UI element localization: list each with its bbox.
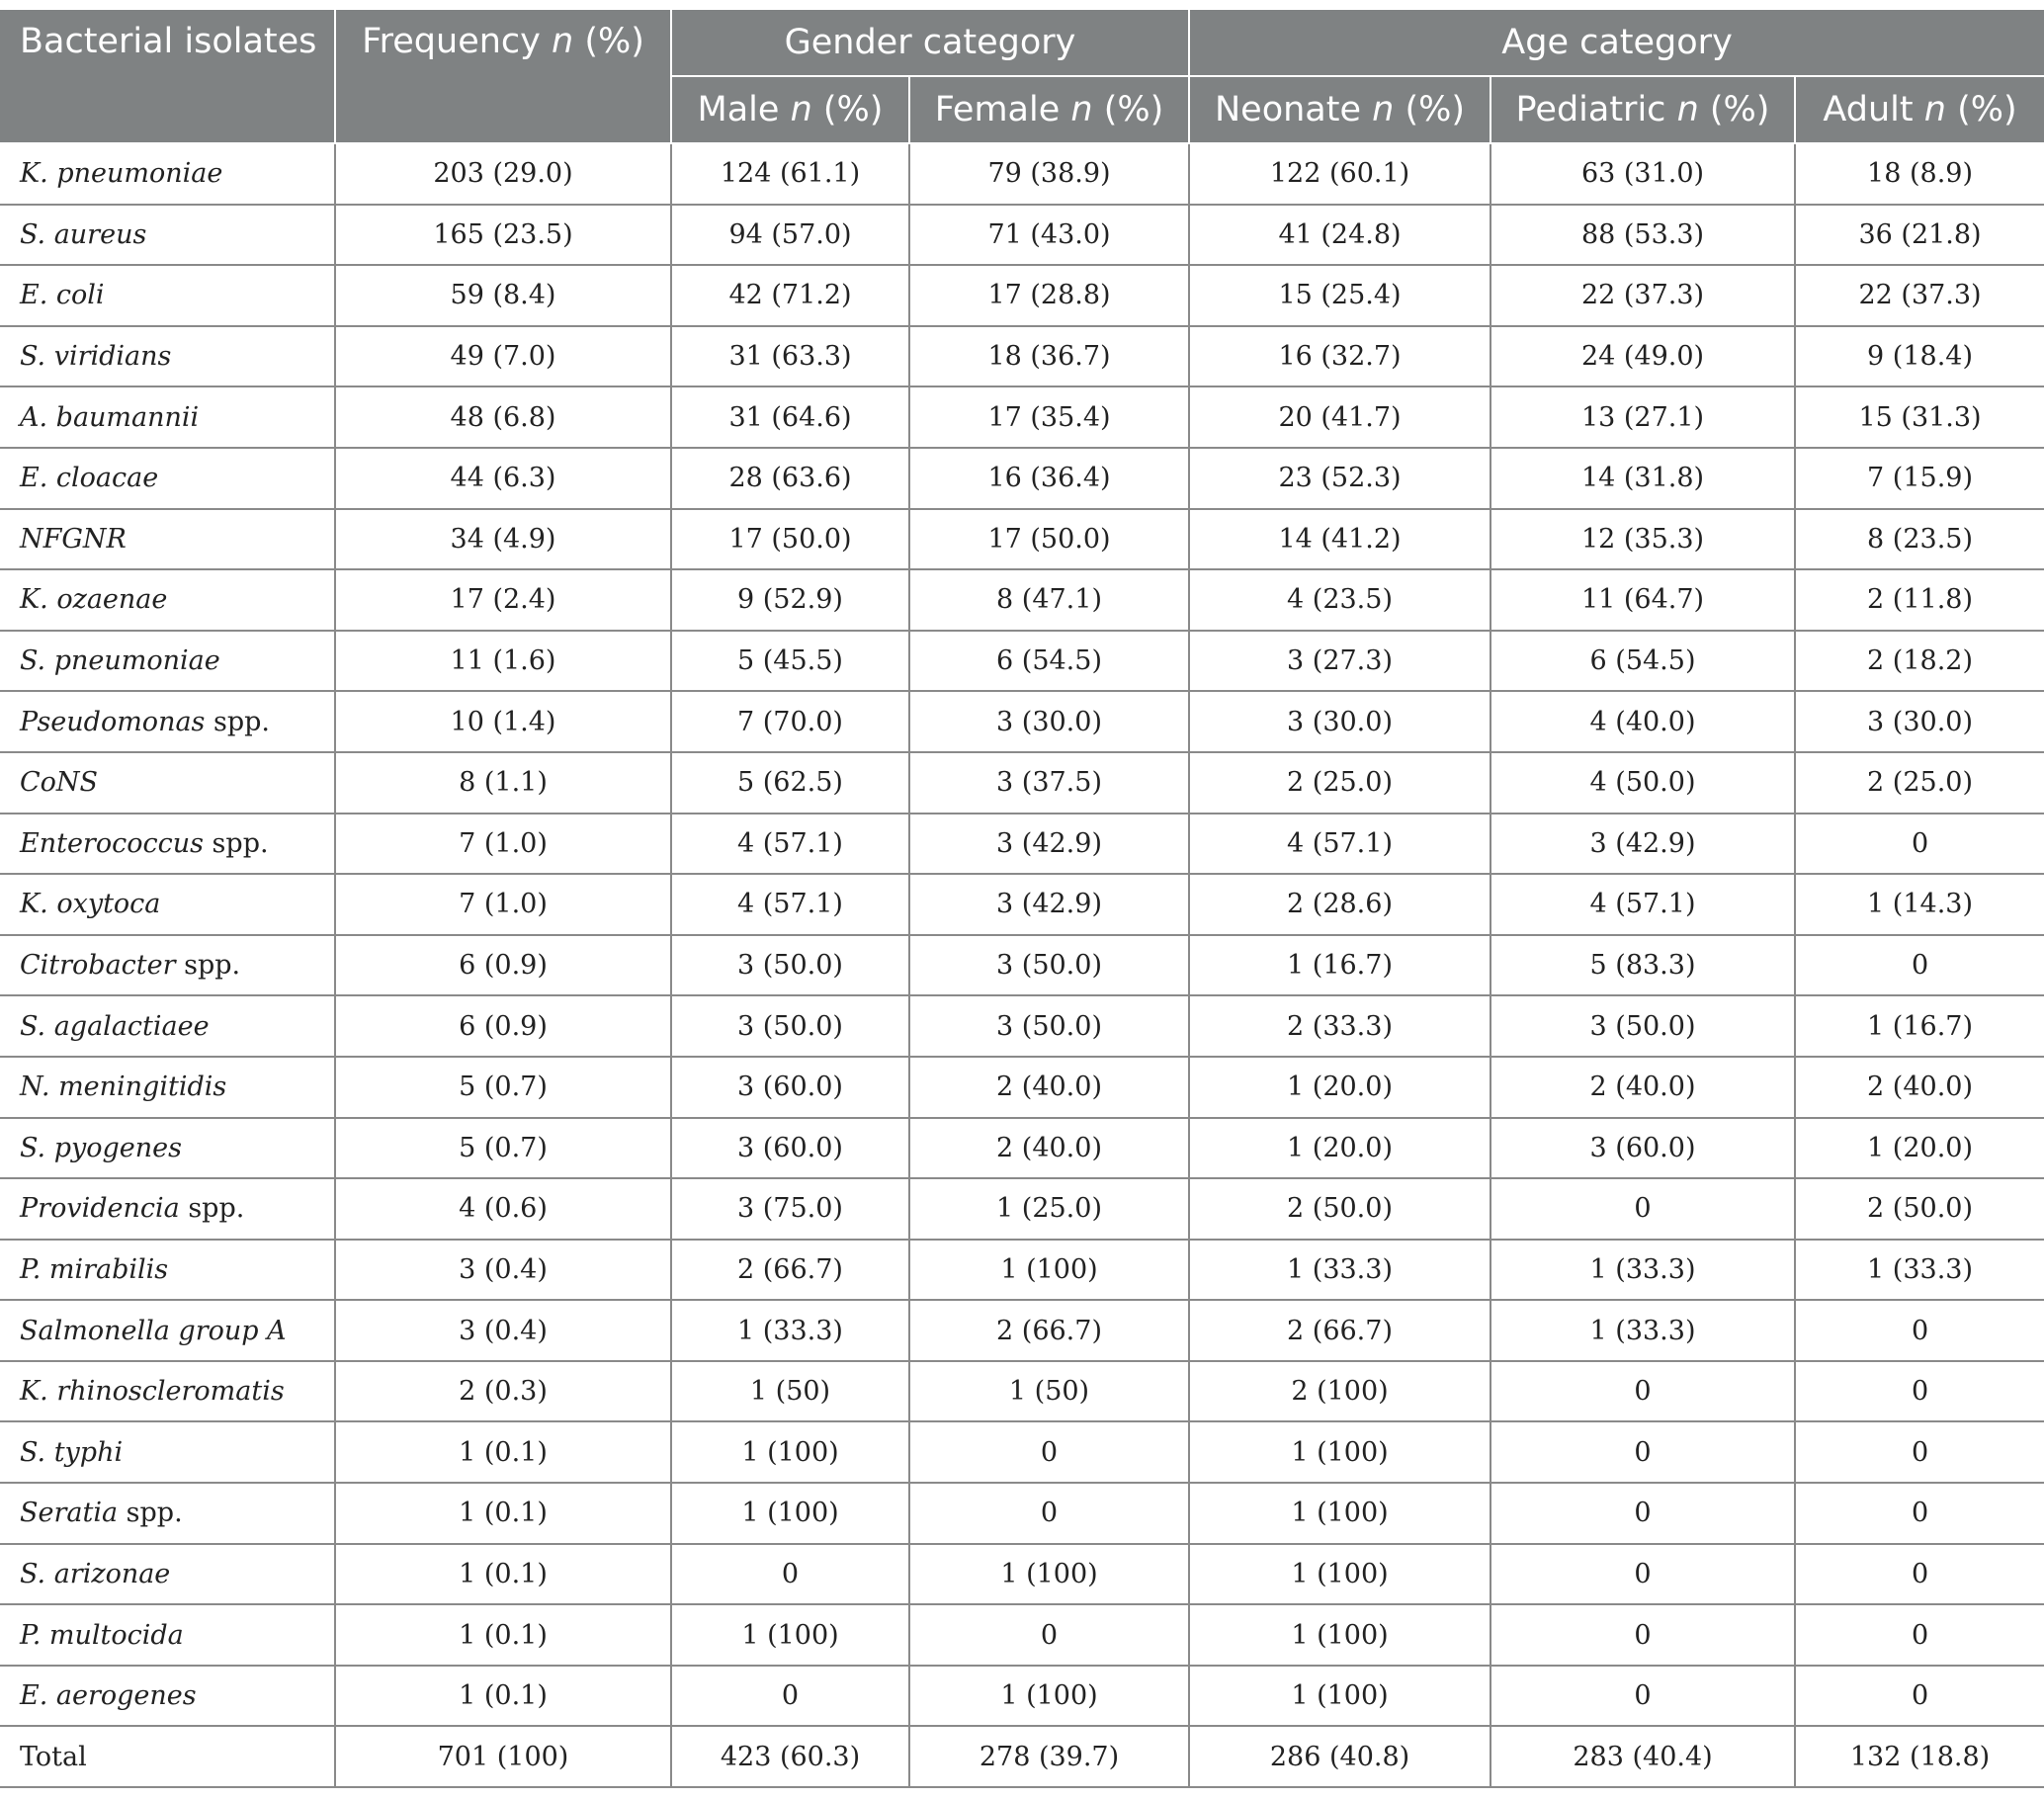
cell-neonate: 3 (27.3) (1189, 631, 1490, 692)
header-pediatric (1490, 76, 1795, 143)
cell-neonate: 1 (100) (1189, 1666, 1490, 1727)
cell-female: 0 (909, 1604, 1189, 1666)
cell-adult: 0 (1795, 1483, 2044, 1544)
cell-isolate (0, 1361, 335, 1422)
cell-isolate (0, 569, 335, 631)
table-row (0, 1666, 2044, 1727)
cell-male: 31 (64.6) (671, 386, 909, 448)
cell-isolate (0, 631, 335, 692)
cell-male: 3 (60.0) (671, 1118, 909, 1179)
cell-isolate (0, 1300, 335, 1361)
table-row (0, 1544, 2044, 1605)
cell-pediatric: 13 (27.1) (1490, 386, 1795, 448)
cell-frequency: 7 (1.0) (335, 814, 671, 875)
cell-female: 17 (35.4) (909, 386, 1189, 448)
cell-frequency: 6 (0.9) (335, 995, 671, 1057)
cell-neonate: 1 (20.0) (1189, 1057, 1490, 1118)
cell-frequency: 4 (0.6) (335, 1178, 671, 1240)
cell-total-neonate: 286 (40.8) (1189, 1726, 1490, 1787)
table-row (0, 995, 2044, 1057)
cell-frequency: 3 (0.4) (335, 1240, 671, 1301)
cell-pediatric: 0 (1490, 1178, 1795, 1240)
cell-frequency: 203 (29.0) (335, 143, 671, 205)
isolate-name: S. pneumoniae (20, 645, 220, 677)
cell-neonate: 4 (23.5) (1189, 569, 1490, 631)
cell-pediatric: 3 (60.0) (1490, 1118, 1795, 1179)
cell-male: 1 (100) (671, 1483, 909, 1544)
cell-total-label: Total (0, 1726, 335, 1787)
isolates-table (0, 8, 2044, 1788)
cell-pediatric: 0 (1490, 1483, 1795, 1544)
header-male-pct: (%) (822, 90, 884, 129)
isolate-name: Enterococcus (20, 827, 204, 859)
table-row (0, 1361, 2044, 1422)
cell-frequency: 44 (6.3) (335, 448, 671, 509)
cell-male: 124 (61.1) (671, 143, 909, 205)
cell-frequency: 6 (0.9) (335, 935, 671, 996)
isolate-name: K. oxytoca (20, 889, 161, 920)
header-neonate (1189, 76, 1490, 143)
cell-male: 31 (63.3) (671, 326, 909, 387)
cell-female: 2 (66.7) (909, 1300, 1189, 1361)
cell-frequency: 34 (4.9) (335, 509, 671, 570)
cell-male: 5 (62.5) (671, 752, 909, 814)
cell-male: 9 (52.9) (671, 569, 909, 631)
isolate-name: S. viridians (20, 341, 172, 373)
cell-pediatric: 0 (1490, 1421, 1795, 1483)
cell-frequency: 1 (0.1) (335, 1666, 671, 1727)
cell-frequency: 7 (1.0) (335, 874, 671, 935)
cell-neonate: 2 (25.0) (1189, 752, 1490, 814)
cell-isolate (0, 1057, 335, 1118)
cell-total-adult: 132 (18.8) (1795, 1726, 2044, 1787)
isolate-suffix: spp. (205, 706, 270, 737)
table-row (0, 935, 2044, 996)
cell-isolate (0, 995, 335, 1057)
cell-adult: 8 (23.5) (1795, 509, 2044, 570)
cell-total-pediatric: 283 (40.4) (1490, 1726, 1795, 1787)
cell-neonate: 2 (50.0) (1189, 1178, 1490, 1240)
cell-male: 94 (57.0) (671, 205, 909, 266)
cell-frequency: 59 (8.4) (335, 265, 671, 326)
cell-male: 1 (50) (671, 1361, 909, 1422)
cell-pediatric: 0 (1490, 1361, 1795, 1422)
table-row (0, 1300, 2044, 1361)
cell-pediatric: 11 (64.7) (1490, 569, 1795, 631)
header-male-label: Male (697, 90, 780, 129)
table-row (0, 814, 2044, 875)
cell-isolate (0, 814, 335, 875)
cell-female: 18 (36.7) (909, 326, 1189, 387)
cell-adult: 22 (37.3) (1795, 265, 2044, 326)
cell-female: 17 (50.0) (909, 509, 1189, 570)
cell-frequency: 5 (0.7) (335, 1057, 671, 1118)
cell-neonate: 1 (33.3) (1189, 1240, 1490, 1301)
cell-female: 3 (50.0) (909, 935, 1189, 996)
cell-isolate (0, 386, 335, 448)
header-female-n: n (1070, 90, 1093, 129)
cell-neonate: 2 (33.3) (1189, 995, 1490, 1057)
cell-adult: 0 (1795, 1544, 2044, 1605)
cell-adult: 1 (33.3) (1795, 1240, 2044, 1301)
total-row (0, 1726, 2044, 1787)
cell-female: 3 (50.0) (909, 995, 1189, 1057)
cell-isolate (0, 448, 335, 509)
cell-isolate (0, 874, 335, 935)
table-row (0, 265, 2044, 326)
cell-female: 1 (100) (909, 1240, 1189, 1301)
header-female-label: Female (934, 90, 1061, 129)
cell-neonate: 41 (24.8) (1189, 205, 1490, 266)
cell-adult: 0 (1795, 1666, 2044, 1727)
header-neonate-n: n (1372, 90, 1395, 129)
cell-adult: 15 (31.3) (1795, 386, 2044, 448)
table-row (0, 691, 2044, 752)
cell-adult: 2 (18.2) (1795, 631, 2044, 692)
cell-pediatric: 14 (31.8) (1490, 448, 1795, 509)
cell-neonate: 2 (66.7) (1189, 1300, 1490, 1361)
isolate-name: A. baumannii (20, 401, 200, 433)
cell-male: 3 (60.0) (671, 1057, 909, 1118)
isolate-suffix: spp. (118, 1498, 183, 1529)
isolate-name: S. pyogenes (20, 1132, 182, 1163)
isolate-name: S. agalactiaee (20, 1010, 210, 1042)
cell-neonate: 1 (100) (1189, 1604, 1490, 1666)
table-row (0, 1240, 2044, 1301)
cell-adult: 2 (25.0) (1795, 752, 2044, 814)
header-neonate-pct: (%) (1405, 90, 1466, 129)
isolate-name: S. aureus (20, 218, 147, 250)
cell-frequency: 48 (6.8) (335, 386, 671, 448)
isolate-name: Seratia (20, 1498, 119, 1529)
cell-female: 79 (38.9) (909, 143, 1189, 205)
cell-female: 1 (25.0) (909, 1178, 1189, 1240)
header-row-top (0, 9, 2044, 76)
cell-pediatric: 4 (57.1) (1490, 874, 1795, 935)
header-frequency (335, 9, 671, 143)
cell-pediatric: 1 (33.3) (1490, 1240, 1795, 1301)
cell-frequency: 17 (2.4) (335, 569, 671, 631)
cell-frequency: 11 (1.6) (335, 631, 671, 692)
isolate-name: P. mirabilis (20, 1253, 169, 1285)
cell-pediatric: 88 (53.3) (1490, 205, 1795, 266)
cell-neonate: 2 (100) (1189, 1361, 1490, 1422)
cell-male: 4 (57.1) (671, 874, 909, 935)
table-row (0, 1483, 2044, 1544)
cell-adult: 0 (1795, 1421, 2044, 1483)
header-pediatric-pct: (%) (1709, 90, 1770, 129)
isolate-name: NFGNR (20, 523, 127, 555)
isolate-suffix: spp. (203, 827, 269, 859)
cell-female: 2 (40.0) (909, 1118, 1189, 1179)
isolate-suffix: spp. (179, 1193, 245, 1225)
isolate-name: Providencia (20, 1193, 180, 1225)
isolate-name: Citrobacter (20, 950, 176, 982)
cell-pediatric: 22 (37.3) (1490, 265, 1795, 326)
cell-isolate (0, 1604, 335, 1666)
cell-frequency: 1 (0.1) (335, 1421, 671, 1483)
cell-isolate (0, 1544, 335, 1605)
cell-female: 1 (100) (909, 1666, 1189, 1727)
table-row (0, 1421, 2044, 1483)
header-frequency-label: Frequency (362, 22, 541, 61)
isolate-name: Pseudomonas (20, 706, 206, 737)
header-gender-category: Gender category (671, 9, 1189, 76)
cell-isolate (0, 1421, 335, 1483)
cell-female: 6 (54.5) (909, 631, 1189, 692)
cell-female: 8 (47.1) (909, 569, 1189, 631)
header-frequency-pct: (%) (584, 22, 644, 61)
cell-adult: 0 (1795, 1604, 2044, 1666)
cell-female: 1 (100) (909, 1544, 1189, 1605)
cell-male: 5 (45.5) (671, 631, 909, 692)
cell-male: 1 (100) (671, 1604, 909, 1666)
cell-adult: 1 (16.7) (1795, 995, 2044, 1057)
isolate-name: P. multocida (20, 1619, 184, 1651)
isolate-name: E. aerogenes (20, 1680, 197, 1712)
isolate-name: K. rhinoscleromatis (20, 1376, 285, 1408)
table-row (0, 386, 2044, 448)
cell-neonate: 3 (30.0) (1189, 691, 1490, 752)
cell-male: 1 (33.3) (671, 1300, 909, 1361)
cell-pediatric: 63 (31.0) (1490, 143, 1795, 205)
cell-adult: 9 (18.4) (1795, 326, 2044, 387)
header-male-n: n (790, 90, 812, 129)
table-row (0, 143, 2044, 205)
cell-isolate (0, 1666, 335, 1727)
cell-male: 17 (50.0) (671, 509, 909, 570)
isolate-name: K. pneumoniae (20, 158, 223, 190)
cell-female: 71 (43.0) (909, 205, 1189, 266)
cell-male: 3 (50.0) (671, 995, 909, 1057)
cell-male: 42 (71.2) (671, 265, 909, 326)
header-neonate-label: Neonate (1214, 90, 1361, 129)
cell-adult: 2 (11.8) (1795, 569, 2044, 631)
cell-female: 2 (40.0) (909, 1057, 1189, 1118)
cell-isolate (0, 1178, 335, 1240)
isolate-suffix: spp. (175, 950, 241, 982)
cell-female: 3 (30.0) (909, 691, 1189, 752)
header-age-category: Age category (1189, 9, 2044, 76)
header-adult (1795, 76, 2044, 143)
table-header (0, 9, 2044, 143)
cell-isolate (0, 1118, 335, 1179)
cell-adult: 0 (1795, 814, 2044, 875)
cell-pediatric: 3 (50.0) (1490, 995, 1795, 1057)
table-row (0, 752, 2044, 814)
cell-neonate: 2 (28.6) (1189, 874, 1490, 935)
cell-neonate: 1 (100) (1189, 1544, 1490, 1605)
cell-female: 3 (42.9) (909, 814, 1189, 875)
table-row (0, 1057, 2044, 1118)
header-adult-label: Adult (1823, 90, 1914, 129)
cell-isolate (0, 691, 335, 752)
cell-neonate: 4 (57.1) (1189, 814, 1490, 875)
cell-male: 3 (75.0) (671, 1178, 909, 1240)
isolate-name: Salmonella group A (20, 1315, 287, 1346)
header-pediatric-label: Pediatric (1515, 90, 1666, 129)
cell-female: 3 (42.9) (909, 874, 1189, 935)
cell-frequency: 165 (23.5) (335, 205, 671, 266)
table-row (0, 1604, 2044, 1666)
isolate-name: N. meningitidis (20, 1071, 227, 1103)
cell-neonate: 15 (25.4) (1189, 265, 1490, 326)
cell-isolate (0, 143, 335, 205)
cell-neonate: 23 (52.3) (1189, 448, 1490, 509)
cell-male: 3 (50.0) (671, 935, 909, 996)
cell-adult: 18 (8.9) (1795, 143, 2044, 205)
cell-female: 1 (50) (909, 1361, 1189, 1422)
cell-adult: 3 (30.0) (1795, 691, 2044, 752)
table-row (0, 205, 2044, 266)
table-row (0, 1178, 2044, 1240)
cell-isolate (0, 935, 335, 996)
isolate-name: S. typhi (20, 1436, 124, 1468)
cell-frequency: 10 (1.4) (335, 691, 671, 752)
cell-pediatric: 6 (54.5) (1490, 631, 1795, 692)
table-row (0, 509, 2044, 570)
cell-male: 4 (57.1) (671, 814, 909, 875)
cell-male: 2 (66.7) (671, 1240, 909, 1301)
cell-neonate: 1 (100) (1189, 1483, 1490, 1544)
cell-isolate (0, 509, 335, 570)
header-adult-n: n (1923, 90, 1946, 129)
cell-isolate (0, 326, 335, 387)
header-adult-pct: (%) (1957, 90, 2017, 129)
cell-adult: 2 (50.0) (1795, 1178, 2044, 1240)
cell-adult: 0 (1795, 935, 2044, 996)
cell-frequency: 5 (0.7) (335, 1118, 671, 1179)
table-row (0, 326, 2044, 387)
cell-frequency: 2 (0.3) (335, 1361, 671, 1422)
header-bacterial-isolates: Bacterial isolates (0, 9, 335, 143)
cell-total-male: 423 (60.3) (671, 1726, 909, 1787)
cell-pediatric: 3 (42.9) (1490, 814, 1795, 875)
isolate-name: E. coli (20, 280, 105, 311)
cell-total-frequency: 701 (100) (335, 1726, 671, 1787)
header-pediatric-n: n (1676, 90, 1699, 129)
cell-frequency: 1 (0.1) (335, 1604, 671, 1666)
cell-isolate (0, 1483, 335, 1544)
cell-neonate: 1 (16.7) (1189, 935, 1490, 996)
cell-male: 0 (671, 1666, 909, 1727)
cell-frequency: 3 (0.4) (335, 1300, 671, 1361)
cell-male: 1 (100) (671, 1421, 909, 1483)
table-body (0, 143, 2044, 1787)
cell-neonate: 1 (100) (1189, 1421, 1490, 1483)
cell-frequency: 8 (1.1) (335, 752, 671, 814)
cell-pediatric: 2 (40.0) (1490, 1057, 1795, 1118)
cell-total-female: 278 (39.7) (909, 1726, 1189, 1787)
table-row (0, 448, 2044, 509)
cell-adult: 36 (21.8) (1795, 205, 2044, 266)
cell-frequency: 1 (0.1) (335, 1544, 671, 1605)
cell-female: 3 (37.5) (909, 752, 1189, 814)
cell-female: 0 (909, 1421, 1189, 1483)
cell-isolate (0, 752, 335, 814)
cell-neonate: 1 (20.0) (1189, 1118, 1490, 1179)
cell-male: 0 (671, 1544, 909, 1605)
cell-female: 17 (28.8) (909, 265, 1189, 326)
cell-pediatric: 1 (33.3) (1490, 1300, 1795, 1361)
cell-isolate (0, 205, 335, 266)
isolate-name: E. cloacae (20, 463, 159, 494)
cell-isolate (0, 1240, 335, 1301)
cell-pediatric: 0 (1490, 1604, 1795, 1666)
header-male (671, 76, 909, 143)
cell-pediatric: 0 (1490, 1666, 1795, 1727)
cell-neonate: 14 (41.2) (1189, 509, 1490, 570)
cell-adult: 0 (1795, 1361, 2044, 1422)
table-row (0, 631, 2044, 692)
cell-frequency: 1 (0.1) (335, 1483, 671, 1544)
cell-isolate (0, 265, 335, 326)
cell-pediatric: 5 (83.3) (1490, 935, 1795, 996)
isolate-name: CoNS (20, 767, 99, 799)
cell-frequency: 49 (7.0) (335, 326, 671, 387)
header-female-pct: (%) (1103, 90, 1164, 129)
header-frequency-n: n (552, 22, 574, 61)
table-row (0, 569, 2044, 631)
cell-neonate: 122 (60.1) (1189, 143, 1490, 205)
cell-pediatric: 4 (50.0) (1490, 752, 1795, 814)
cell-pediatric: 4 (40.0) (1490, 691, 1795, 752)
isolate-name: K. ozaenae (20, 584, 168, 616)
cell-adult: 7 (15.9) (1795, 448, 2044, 509)
cell-female: 0 (909, 1483, 1189, 1544)
table-row (0, 1118, 2044, 1179)
cell-neonate: 20 (41.7) (1189, 386, 1490, 448)
cell-male: 28 (63.6) (671, 448, 909, 509)
cell-pediatric: 0 (1490, 1544, 1795, 1605)
cell-adult: 1 (14.3) (1795, 874, 2044, 935)
table-row (0, 874, 2044, 935)
cell-adult: 0 (1795, 1300, 2044, 1361)
cell-pediatric: 24 (49.0) (1490, 326, 1795, 387)
cell-adult: 1 (20.0) (1795, 1118, 2044, 1179)
isolate-name: S. arizonae (20, 1558, 171, 1589)
header-female (909, 76, 1189, 143)
cell-male: 7 (70.0) (671, 691, 909, 752)
cell-adult: 2 (40.0) (1795, 1057, 2044, 1118)
cell-pediatric: 12 (35.3) (1490, 509, 1795, 570)
cell-neonate: 16 (32.7) (1189, 326, 1490, 387)
cell-female: 16 (36.4) (909, 448, 1189, 509)
